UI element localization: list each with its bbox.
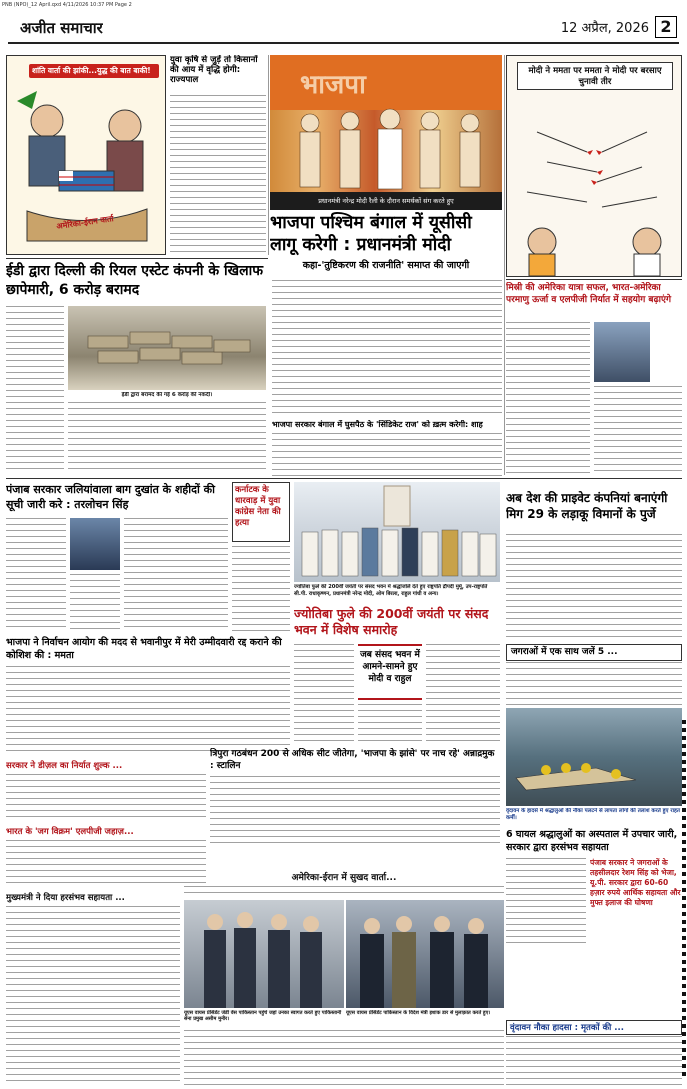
brief-jagvikram — [6, 826, 206, 886]
story-misri-body2 — [594, 386, 682, 474]
story-airlines — [506, 490, 682, 640]
phule-callout — [358, 644, 422, 700]
masthead-rule — [8, 42, 679, 44]
svg-text:भाजपा: भाजपा — [300, 70, 366, 100]
lead-story — [270, 212, 502, 278]
brief-diesel-body — [6, 774, 206, 820]
lead-photo — [270, 55, 502, 210]
masthead — [8, 12, 679, 52]
story-shah — [272, 420, 502, 476]
story-shah-headline: भाजपा सरकार बंगाल में घुसपैठ के 'सिंडिकेट राज' को ख़त्म करेगी: शाह — [272, 420, 483, 429]
story-karnataka — [232, 482, 290, 542]
story-tripura-body — [210, 776, 500, 848]
bottom-photo-1-caption: यूएस वायस प्रेसिडेंट जेडी वेंस पाकिस्तान पहुंचे जहां उनका स्वागत करते हुए पाकिस्तानी सेना प्रमुख असीम मुनीर। — [184, 1010, 342, 1022]
story-phule — [294, 606, 500, 746]
brief-diesel-headline: सरकार ने डीज़ल का निर्यात शुल्क ... — [6, 761, 123, 771]
brief-cm-body — [6, 906, 180, 1085]
lead-story-body — [272, 280, 502, 416]
cartoon-right — [506, 55, 682, 277]
registration-marks — [682, 720, 686, 1080]
story-ed-col1 — [6, 306, 64, 474]
story-tripura-headline: त्रिपुरा गठबंधन 200 से अधिक सीट जीतेगा, 'भाजपा के झांसे' पर नाच रहे' अन्नाद्रमुक : स्टालिन — [210, 749, 495, 771]
story-tripura — [210, 748, 500, 868]
story-bhawanipur-body — [6, 666, 290, 756]
story-injured — [506, 828, 682, 948]
page-number: 2 — [655, 16, 677, 38]
story-ed — [6, 262, 268, 474]
pullquote — [590, 858, 682, 948]
story-phule-col2 — [358, 704, 422, 746]
accident-photo-scene — [506, 708, 682, 806]
story-yuva-body — [170, 95, 266, 255]
bottom-photo-2 — [346, 900, 504, 1008]
story-vrindavan-headline: वृंदावन नौका हादसा : मृतकों की ... — [506, 1020, 682, 1035]
rule-misri-top — [506, 279, 682, 280]
bottom-story-body — [184, 1030, 504, 1085]
story-karnataka-headline: कर्नाटक के धारवाड़ में युवा कांग्रेस नेता की हत्या — [235, 485, 281, 528]
story-yuva — [170, 55, 266, 255]
story-injured-col1 — [506, 858, 586, 948]
story-misri-headline: मिस्री की अमेरिका यात्रा सफल, भारत-अमेरिका परमाणु ऊर्जा व एलपीजी निर्यात में सहयोग बढ़ाएंगे — [506, 283, 672, 305]
bottom-photo-1-figures — [184, 900, 344, 1008]
center-photo-figures — [294, 482, 500, 582]
cartoon-left — [6, 55, 166, 255]
print-slug: PNB (NPO)_12 April.qxd 4/11/2026 10:37 PM Page 2 — [2, 2, 132, 8]
story-phule-headline: ज्योतिबा फुले की 200वीं जयंती पर संसद भवन में विशेष समारोह — [294, 606, 489, 637]
masthead-title: अजीत समाचार — [20, 19, 103, 37]
bottom-photo-2-caption: यूएस वायस प्रेसिडेंट पाकिस्तान के विदेश मंत्री इशाक डार से मुलाक़ात करते हुए। — [346, 1010, 491, 1016]
pullquote-text: पंजाब सरकार ने जगराओं के तहसीलदार रेशम सिंह को भेजा, यू.पी. सरकार द्वारा 60-60 हज़ार रुपये आर्थिक सहायता और मुफ्त इलाज की घोषणा — [590, 858, 681, 907]
tarlochan-photo — [70, 518, 120, 570]
story-shah-body — [272, 433, 502, 476]
center-photo — [294, 482, 500, 582]
brief-diesel — [6, 760, 206, 820]
story-bhawanipur — [6, 636, 290, 756]
cartoon-left-label: अमेरिका-ईरान वार्ता — [55, 214, 115, 231]
story-punjab-col1 — [6, 518, 66, 632]
cash-bundles — [68, 306, 266, 390]
phule-callout-text: जब संसद भवन में आमने-सामने हुए मोदी व राहुल — [360, 650, 420, 684]
story-punjab-col2 — [70, 574, 120, 632]
story-punjab-col3 — [124, 518, 228, 632]
lead-photo-caption: प्रधानमंत्री नरेन्द्र मोदी रैली के दौरान समर्थकों संग करते हुए — [270, 192, 502, 210]
cartoon-right-text: मोदी ने ममता पर ममता ने मोदी पर बरसाए चुनावी तीर — [517, 62, 673, 90]
divider-v2 — [504, 55, 505, 475]
cartoon-left-title: शांति वार्ता की झांकी...युद्ध की बात बाकी! — [29, 64, 159, 78]
brief-jagvikram-headline: भारत के 'जग विक्रम' एलपीजी जहाज़... — [6, 827, 134, 837]
us-iran-body — [184, 886, 504, 898]
story-vrindavan-body — [506, 1036, 682, 1085]
center-photo-caption: ज्योतिबा फुले की 200वीं जयंती पर संसद भवन में श्रद्धांजलि देते हुए राष्ट्रपति द्रौपदी मुर्मू, उप-राष्ट्रपति सी.पी. राधाकृष्णन, प्रधानमंत्री नरेन्द्र मोदी, ओम बिरला, राहुल गांधी व अन्य। — [294, 584, 488, 597]
rule-ed-top — [6, 258, 268, 259]
accident-photo — [506, 708, 682, 806]
accident-photo-caption: वृंदावन के हादसे में श्रद्धालुओं की नौका पलटने से लापता लोगों की तलाश करते हुए राहत कर्मी। — [506, 808, 680, 821]
lead-story-subheadline: कहा-'तुष्टिकरण की राजनीति' समाप्त की जाएगी — [302, 260, 470, 271]
bottom-photo-1 — [184, 900, 344, 1008]
ed-photo-caption: ईडी द्वारा बरामद की गई 6 करोड़ की नकदी। — [121, 392, 213, 398]
story-phule-col3 — [426, 644, 500, 746]
story-karnataka-body — [232, 546, 290, 632]
divider-v1 — [268, 55, 269, 255]
story-punjab — [6, 482, 228, 632]
story-ed-headline: ईडी द्वारा दिल्ली की रियल एस्टेट कंपनी के खिलाफ छापेमारी, 6 करोड़ बरामद — [6, 263, 263, 298]
story-punjab-headline: पंजाब सरकार जलियांवाला बाग दुखांत के शहीदों की सूची जारी करे : तरलोचन सिंह — [6, 483, 215, 511]
lead-photo-figures — [270, 55, 502, 190]
story-ed-col2 — [68, 402, 266, 474]
story-misri — [506, 282, 682, 474]
masthead-date: 12 अप्रैल, 2026 — [560, 21, 649, 36]
story-vrindavan — [506, 1020, 682, 1085]
us-iran-headline: अमेरिका-ईरान में सुखद वार्ता... — [291, 873, 397, 883]
story-misri-body1 — [506, 322, 590, 474]
story-injured-headline: 6 घायल श्रद्धालुओं का अस्पताल में उपचार जारी, सरकार द्वारा हरसंभव सहायता — [506, 829, 678, 853]
story-jagraon-body — [506, 662, 682, 706]
misri-photo — [594, 322, 650, 382]
bottom-photo-2-figures — [346, 900, 504, 1008]
brief-cm — [6, 892, 180, 1085]
story-bhawanipur-headline: भाजपा ने निर्वाचन आयोग की मदद से भवानीपुर में मेरी उम्मीदवारी रद्द कराने की कोशिश की : ममता — [6, 637, 282, 661]
story-airlines-body — [506, 534, 682, 640]
story-yuva-headline: युवा कृषि से जुड़ें तो किसानों की आय में वृद्धि होगी: राज्यपाल — [170, 55, 258, 86]
us-iran-header — [184, 870, 504, 886]
story-jagraon — [506, 644, 682, 706]
cartoon-right-drawing — [507, 92, 681, 276]
story-airlines-headline: अब देश की प्राइवेट कंपनियां बनाएंगी मिग 29 के लड़ाकू विमानों के पुर्जे — [506, 491, 668, 521]
rule-mid — [6, 478, 682, 479]
lead-story-headline: भाजपा पश्चिम बंगाल में यूसीसी लागू करेगी : प्रधानमंत्री मोदी — [270, 213, 472, 255]
brief-jagvikram-body — [6, 840, 206, 886]
ed-photo — [68, 306, 266, 390]
story-jagraon-headline: जगराओं में एक साथ जलें 5 ... — [506, 644, 682, 661]
story-phule-col1 — [294, 644, 354, 746]
brief-cm-headline: मुख्यमंत्री ने दिया हरसंभव सहायता ... — [6, 893, 125, 903]
